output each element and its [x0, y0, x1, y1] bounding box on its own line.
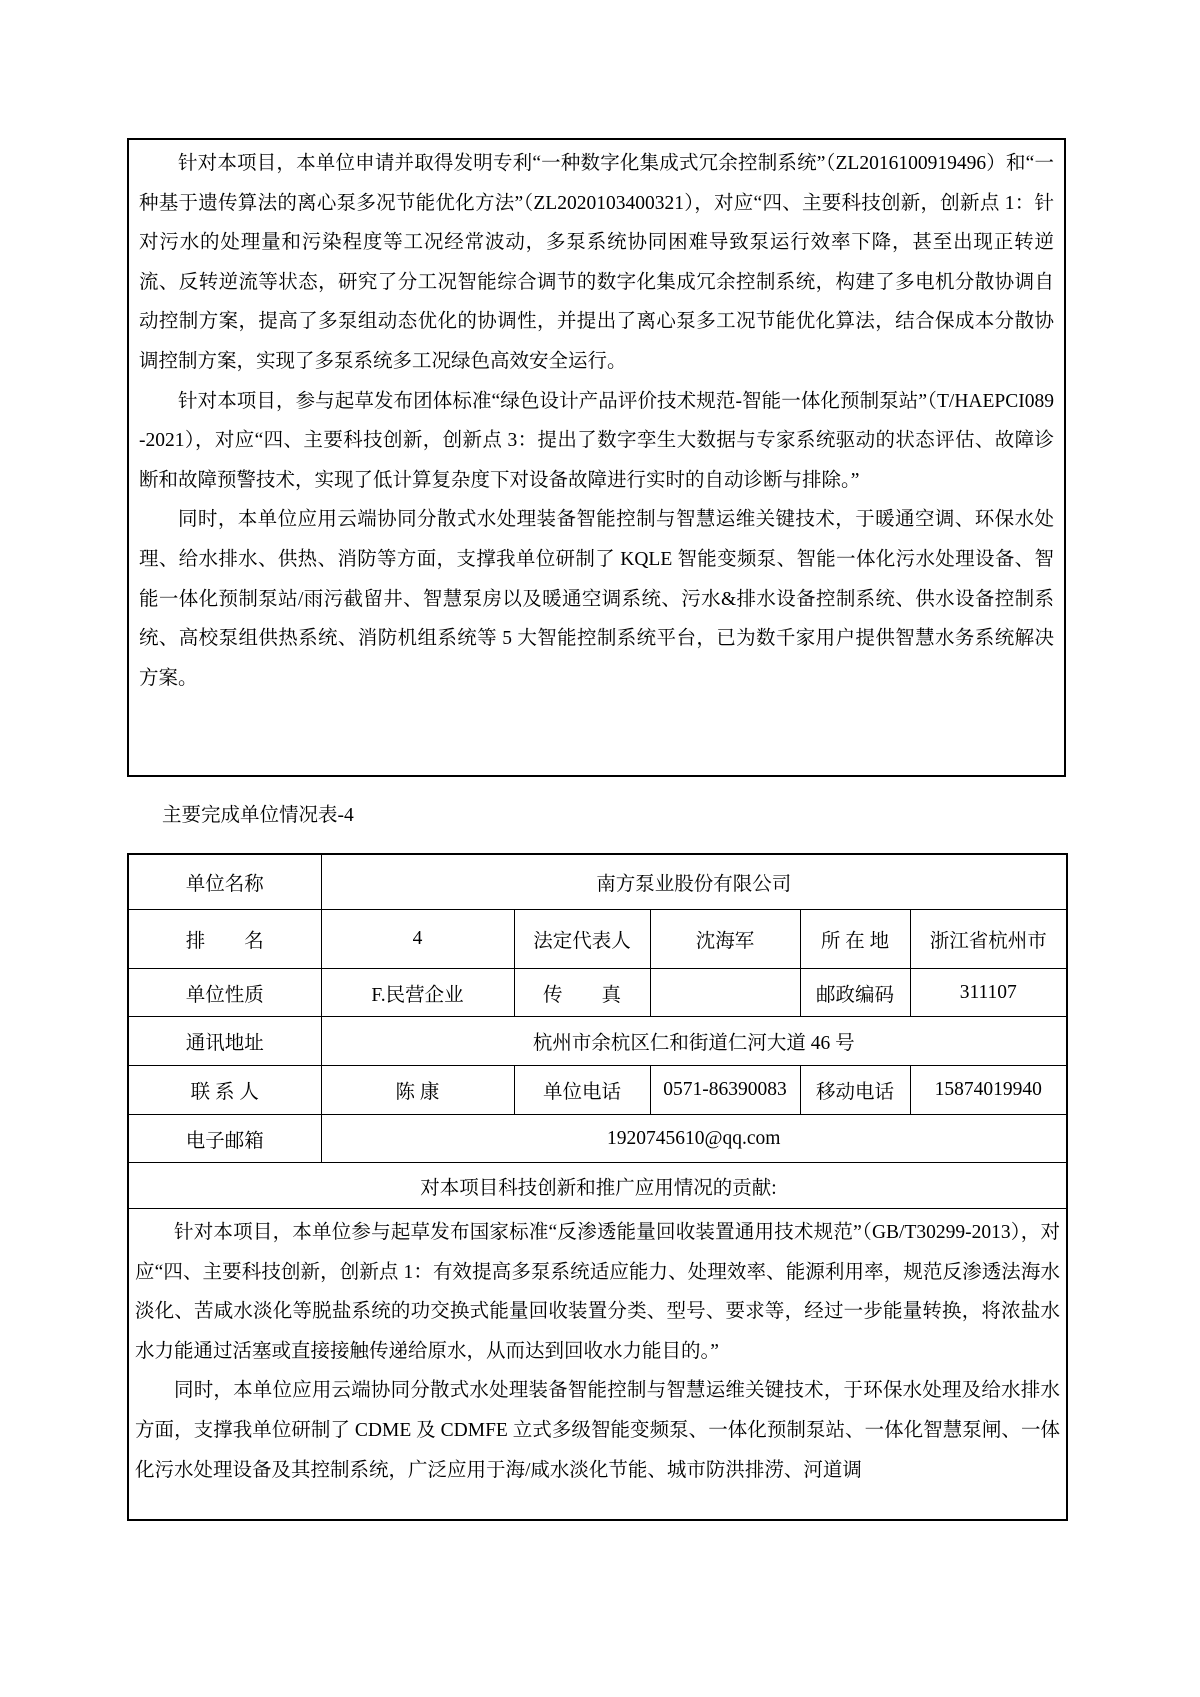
location-label: 所 在 地	[800, 910, 910, 969]
location-value: 浙江省杭州市	[910, 910, 1067, 969]
table-row	[128, 1163, 1067, 1209]
address-label: 通讯地址	[128, 1017, 321, 1066]
table-row	[128, 1209, 1067, 1521]
paragraph-patents: 针对本项目，本单位申请并取得发明专利“一种数字化集成式冗余控制系统”（ZL2016100919496）和“一种基于遗传算法的离心泵多况节能优化方法”（ZL2020103400321），对应“四、主要科技创新，创新点 1：针对污水的处理量和污染程度等工况经常波动，多泵系统协同困难导致泵运行效率下降，甚至出现正转逆流、反转逆流等状态，研究了分工况智能综合调节的数字化集成冗余控制系统，构建了多电机分散协调自动控制方案，提高了多泵组动态优化的协调性，并提出了离心泵多工况节能优化算法，结合保成本分散协调控制方案，实现了多泵系统多工况绿色高效安全运行。	[139, 153, 1054, 372]
rank-value: 4	[321, 910, 514, 969]
unit-type-value: F.民营企业	[321, 969, 514, 1017]
fax-label: 传 真	[514, 969, 650, 1017]
rank-label: 排 名	[128, 910, 321, 969]
paragraph-applications: 同时，本单位应用云端协同分散式水处理装备智能控制与智慧运维关键技术，于暖通空调、环保水处理、给水排水、供热、消防等方面，支撑我单位研制了 KQLE 智能变频泵、智能一体化污水处理设备、智能一体化预制泵站/雨污截留井、智慧泵房以及暖通空调系统、污水&排水设备控制系统、供水设备控制系统、高校泵组供热系统、消防机组系统等 5 大智能控制系统平台，已为数千家用户提供智慧水务系统解决方案。	[139, 509, 1054, 689]
mobile-label: 移动电话	[800, 1066, 910, 1115]
contribution-body	[135, 1213, 1060, 1515]
legal-rep-label: 法定代表人	[514, 910, 650, 969]
address-value: 杭州市余杭区仁和街道仁河大道 46 号	[321, 1017, 1067, 1066]
paragraph-group-standard: 针对本项目，参与起草发布团体标准“绿色设计产品评价技术规范-智能一体化预制泵站”（T/HAEPCI089-2021），对应“四、主要科技创新，创新点 3：提出了数字孪生大数据与专家系统驱动的状态评估、故障诊断和故障预警技术，实现了低计算复杂度下对设备故障进行实时的自动诊断与排除。”	[139, 390, 1054, 491]
email-value: 1920745610@qq.com	[321, 1115, 1067, 1163]
contact-label: 联 系 人	[128, 1066, 321, 1115]
postal-code-label: 邮政编码	[800, 969, 910, 1017]
table-row	[128, 1066, 1067, 1115]
legal-rep-value: 沈海军	[650, 910, 800, 969]
unit-info-table	[127, 853, 1068, 1521]
fax-value	[650, 969, 800, 1017]
paragraph-national-standard: 针对本项目，本单位参与起草发布国家标准“反渗透能量回收装置通用技术规范”（GB/T30299-2013），对应“四、主要科技创新，创新点 1：有效提高多泵系统适应能力、处理效率、能源利用率，规范反渗透法海水淡化、苦咸水淡化等脱盐系统的功交换式能量回收装置分类、型号、要求等，经过一步能量转换，将浓盐水水力能通过活塞或直接接触传递给原水，从而达到回收水力能目的。”	[135, 1222, 1060, 1362]
email-label: 电子邮箱	[128, 1115, 321, 1163]
table-row	[128, 1017, 1067, 1066]
table-caption: 主要完成单位情况表-4	[162, 805, 354, 826]
contribution-body-cell	[128, 1209, 1067, 1521]
unit-phone-value: 0571-86390083	[650, 1066, 800, 1115]
postal-code-value: 311107	[910, 969, 1067, 1017]
unit-name-value: 南方泵业股份有限公司	[321, 854, 1067, 910]
contribution-text-box	[127, 138, 1066, 777]
unit-type-label: 单位性质	[128, 969, 321, 1017]
table-row	[128, 910, 1067, 969]
table-row	[128, 969, 1067, 1017]
contact-value: 陈 康	[321, 1066, 514, 1115]
paragraph-applications-2: 同时，本单位应用云端协同分散式水处理装备智能控制与智慧运维关键技术，于环保水处理及给水排水方面，支撑我单位研制了 CDME 及 CDMFE 立式多级智能变频泵、一体化预制泵站、一体化智慧泵闸、一体化污水处理设备及其控制系统，广泛应用于海/咸水淡化节能、城市防洪排涝、河道调	[135, 1380, 1060, 1481]
unit-phone-label: 单位电话	[514, 1066, 650, 1115]
table-row	[128, 854, 1067, 910]
table-row	[128, 1115, 1067, 1163]
unit-name-label: 单位名称	[128, 854, 321, 910]
contribution-header: 对本项目科技创新和推广应用情况的贡献:	[128, 1163, 1067, 1209]
mobile-value: 15874019940	[910, 1066, 1067, 1115]
